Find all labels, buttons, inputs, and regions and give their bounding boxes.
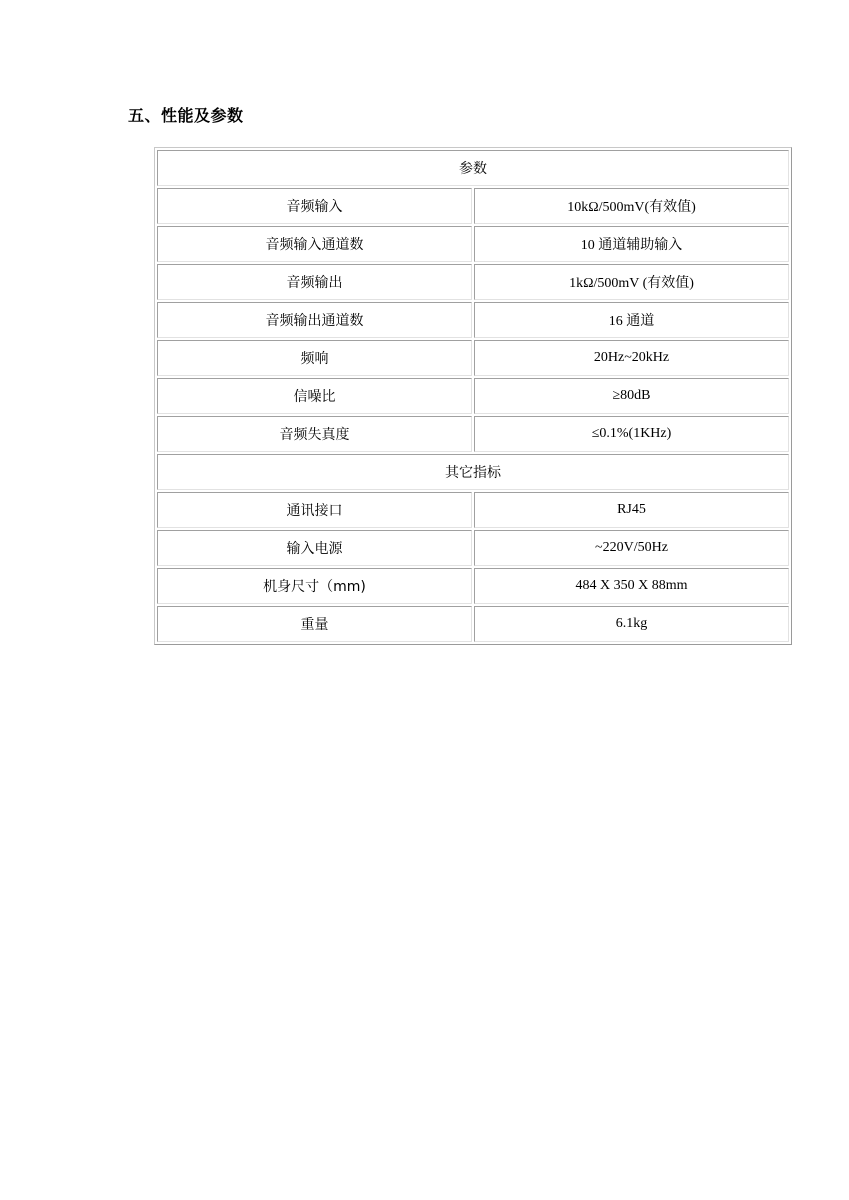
table-row xyxy=(157,378,789,414)
table-group-header xyxy=(157,150,789,186)
table-row xyxy=(157,188,789,224)
row-value: ≥80dB xyxy=(474,378,789,414)
table-group-header xyxy=(157,454,789,490)
row-label: 频响 xyxy=(157,340,472,376)
section-heading: 五、性能及参数 xyxy=(128,106,244,125)
row-label: 信噪比 xyxy=(157,378,472,414)
group-title-parameters: 参数 xyxy=(157,150,789,186)
row-value: 10kΩ/500mV(有效值) xyxy=(474,188,789,224)
row-value: 16 通道 xyxy=(474,302,789,338)
table-row xyxy=(157,302,789,338)
row-value: 10 通道辅助输入 xyxy=(474,226,789,262)
row-value: ≤0.1%(1KHz) xyxy=(474,416,789,452)
spec-table xyxy=(154,147,792,645)
row-value: RJ45 xyxy=(474,492,789,528)
row-label: 音频输入通道数 xyxy=(157,226,472,262)
table-row xyxy=(157,416,789,452)
row-value: ~220V/50Hz xyxy=(474,530,789,566)
row-label: 机身尺寸（mm) xyxy=(157,568,472,604)
row-label: 音频输入 xyxy=(157,188,472,224)
row-label: 重量 xyxy=(157,606,472,642)
table-row xyxy=(157,568,789,604)
row-value: 20Hz~20kHz xyxy=(474,340,789,376)
row-label: 音频输出 xyxy=(157,264,472,300)
row-value: 484 X 350 X 88mm xyxy=(474,568,789,604)
row-label: 输入电源 xyxy=(157,530,472,566)
row-label: 音频失真度 xyxy=(157,416,472,452)
table-row xyxy=(157,530,789,566)
table-row xyxy=(157,264,789,300)
row-value: 1kΩ/500mV (有效值) xyxy=(474,264,789,300)
table-row xyxy=(157,340,789,376)
group-title-other-specs: 其它指标 xyxy=(157,454,789,490)
row-label: 通讯接口 xyxy=(157,492,472,528)
table-row xyxy=(157,226,789,262)
row-label: 音频输出通道数 xyxy=(157,302,472,338)
row-value: 6.1kg xyxy=(474,606,789,642)
table-row xyxy=(157,606,789,642)
table-row xyxy=(157,492,789,528)
